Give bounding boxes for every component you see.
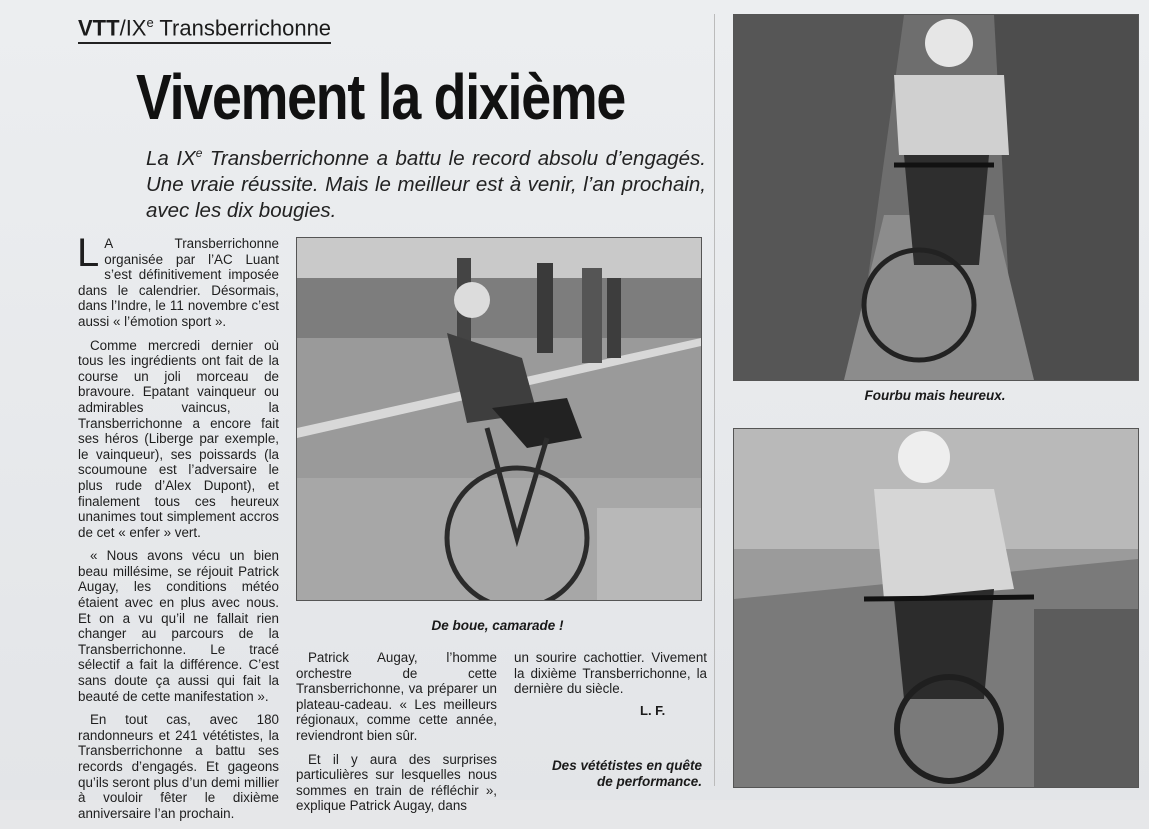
body-paragraph-2: Comme mercredi dernier où tous les ingrédients ont fait de la course un joli morceau de bravoure. Epatant vainqueur ou admirables vaincus, la Transberrichonne a encore fait ses héros (Liberge par exemple, le vainqueur), ses poissards (la scoumoune est l’adversaire le plus rude d’Alex Dupont), et finalement tous ces heureux unanimes tout simplement accros de cet « enfer » vert.	[78, 337, 279, 540]
lead-part-b: Transberrichonne a battu le record absolu d’engagés. Une vraie réussite. Mais le meilleur est à venir, l’an prochain, avec les dix bougies.	[146, 146, 706, 222]
rubric-event-prefix: IX	[125, 15, 147, 41]
caption-photo-mud: De boue, camarade !	[431, 618, 564, 633]
body-paragraph-3: « Nous avons vécu un bien beau millésime, se réjouit Patrick Augay, les conditions météo étaient avec en plus avec nous. Et on a vu qu’il ne fallait rien changer au parcours de la Transberrichonne. Le tracé sélectif a fait la différence. C’est sans doute ça aussi qui fait la beauté de cette manifestation ».	[78, 548, 279, 704]
body-paragraph-6: Et il y aura des surprises particulières sur lesquelles nous sommes en train de réfléchir », explique Patrick Augay, dans	[296, 751, 497, 814]
rubric-event-sup: e	[146, 15, 154, 30]
lead-paragraph	[146, 140, 706, 224]
caption-photo-tired: Fourbu mais heureux.	[864, 388, 1006, 403]
rubric-section: VTT	[78, 15, 120, 41]
lead-sup: e	[195, 146, 203, 160]
body-paragraph-5: Patrick Augay, l’homme orchestre de cette Transberrichonne, va préparer un plateau-cadeau. « Les meilleurs régionaux, comme cette année, reviendront bien sûr.	[296, 650, 497, 743]
caption-photo-racing	[514, 758, 702, 790]
article-column-1	[77, 231, 279, 829]
rubric-separator: /	[119, 15, 126, 41]
caption-photo-racing-line-2: de performance.	[596, 774, 702, 789]
body-paragraph-1	[77, 231, 279, 330]
body-paragraph-1-text: A Transberrichonne organisée par l’AC Luant s’est définitivement imposée dans le calendrier. Désormais, dans l’Indre, le 11 novembre c’est aussi « l’émotion sport ».	[78, 236, 279, 329]
body-paragraph-4: En tout cas, avec 180 randonneurs et 241 vététistes, la Transberrichonne a battu ses records d’engagés. Et gageons qu’ils seront plus d’un demi millier à vouloir fêter le dixième anniversaire l’an prochain.	[78, 712, 279, 821]
photo-racing-cyclist-image	[734, 429, 1138, 787]
section-rubric	[78, 10, 331, 44]
column-divider	[714, 14, 715, 786]
drop-cap: L	[77, 231, 100, 275]
photo-tired-cyclist	[733, 14, 1139, 381]
body-paragraph-7: un sourire cachottier. Vivement la dixième Transberrichonne, la dernière du siècle.	[514, 650, 707, 697]
headline: Vivement la dixième	[136, 61, 626, 133]
article-column-3	[514, 650, 707, 705]
rubric-event-name: Transberrichonne	[153, 15, 332, 41]
article-column-2	[296, 650, 497, 822]
caption-photo-racing-line-1: Des vététistes en quête	[551, 758, 702, 773]
photo-racing-cyclist	[733, 428, 1139, 788]
author-signature: L. F.	[640, 703, 666, 718]
photo-mud-cyclist	[296, 237, 702, 601]
lead-part-a: La IX	[146, 146, 196, 170]
photo-mud-cyclist-image	[297, 238, 701, 600]
photo-tired-cyclist-image	[734, 15, 1138, 380]
